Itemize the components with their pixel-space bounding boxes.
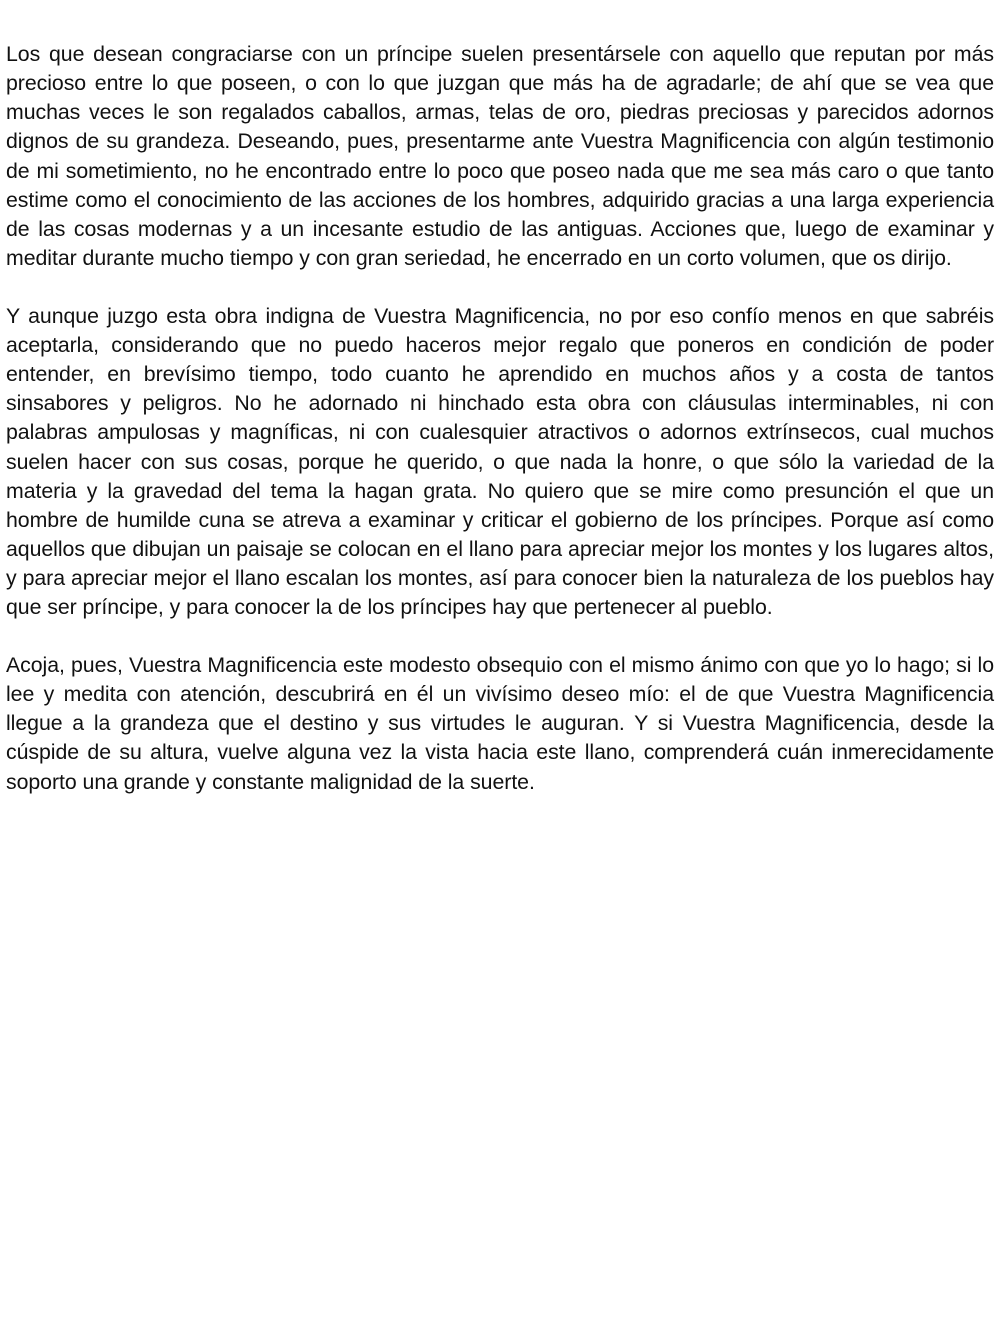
paragraph: Los que desean congraciarse con un príncipe suelen presentársele con aquello que reputan por más precioso entre lo que poseen, o con lo que juzgan que más ha de agradarle; de ahí que se vea que muchas veces le son regalados caballos, armas, telas de oro, piedras preciosas y parecidos adornos dignos de su grandeza. Deseando, pues, presentarme ante Vuestra Magnificencia con algún testimonio de mi sometimiento, no he encontrado entre lo poco que poseo nada que me sea más caro o que tanto estime como el conocimiento de las acciones de los hombres, adquirido gracias a una larga experiencia de las cosas modernas y a un incesante estudio de las antiguas. Acciones que, luego de examinar y meditar durante mucho tiempo y con gran seriedad, he encerrado en un corto volumen, que os dirijo. <box>6 42 994 270</box>
cut-off-line <box>6 0 994 11</box>
paragraph: Y aunque juzgo esta obra indigna de Vuestra Magnificencia, no por eso confío menos en que sabréis aceptarla, considerando que no puedo haceros mejor regalo que poneros en condición de poder entender, en brevísimo tiempo, todo cuanto he aprendido en muchos años y a costa de tantos sinsabores y peligros. No he adornado ni hinchado esta obra con cláusulas interminables, ni con palabras ampulosas y magníficas, ni con cualesquier atractivos o adornos extrínsecos, cual muchos suelen hacer con sus cosas, porque he querido, o que nada la honre, o que sólo la variedad de la materia y la gravedad del tema la hagan grata. No quiero que se mire como presunción el que un hombre de humilde cuna se atreva a examinar y criticar el gobierno de los príncipes. Porque así como aquellos que dibujan un paisaje se colocan en el llano para apreciar mejor los montes y los lugares altos, y para apreciar mejor el llano escalan los montes, así para conocer bien la naturaleza de los pueblos hay que ser príncipe, y para conocer la de los príncipes hay que pertenecer al pueblo. <box>6 304 994 619</box>
document-reader[interactable] <box>6 0 994 826</box>
paragraph: Acoja, pues, Vuestra Magnificencia este modesto obsequio con el mismo ánimo con que yo lo hago; si lo lee y medita con atención, descubrirá en él un vivísimo deseo mío: el de que Vuestra Magnificencia llegue a la grandeza que el destino y sus virtudes le auguran. Y si Vuestra Magnificencia, desde la cúspide de su altura, vuelve alguna vez la vista hacia este llano, comprenderá cuán inmerecidamente soporto una grande y constante malignidad de la suerte. <box>6 653 994 794</box>
